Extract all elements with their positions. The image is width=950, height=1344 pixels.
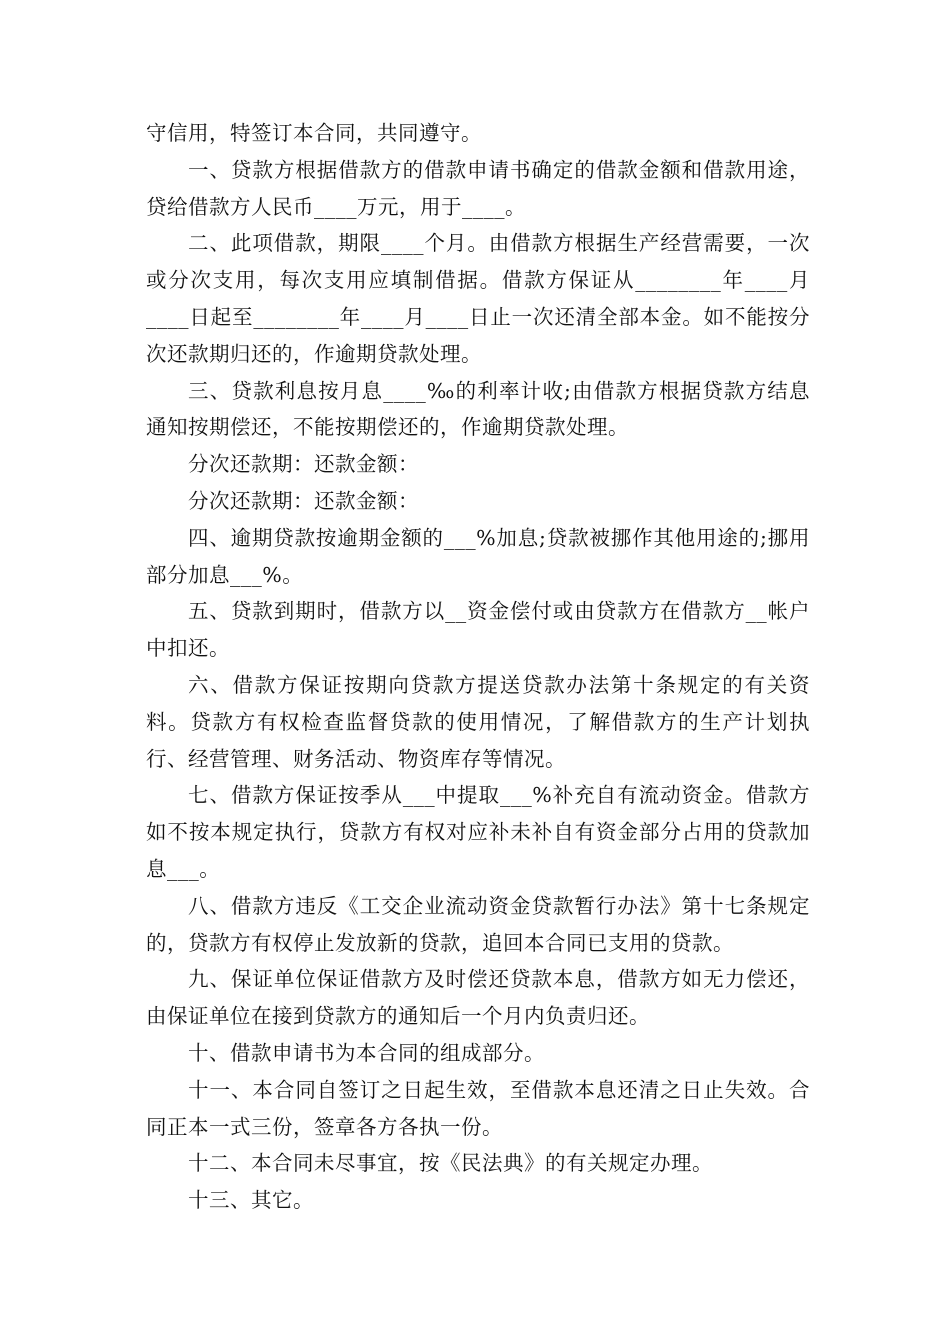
clause-1: 一、贷款方根据借款方的借款申请书确定的借款金额和借款用途，贷给借款方人民币____万元，用于____。 <box>146 157 810 219</box>
clause-13: 十三、其它。 <box>188 1188 314 1213</box>
installment-line-1: 分次还款期：还款金额： <box>188 452 419 477</box>
clause-8: 八、借款方违反《工交企业流动资金贷款暂行办法》第十七条规定的，贷款方有权停止发放新的贷款，追回本合同已支用的贷款。 <box>146 893 810 955</box>
clause-11: 十一、本合同自签订之日起生效，至借款本息还清之日止失效。合同正本一式三份，签章各方各执一份。 <box>146 1077 810 1139</box>
installment-line-2: 分次还款期：还款金额： <box>188 488 419 513</box>
clause-9: 九、保证单位保证借款方及时偿还贷款本息，借款方如无力偿还，由保证单位在接到贷款方的通知后一个月内负责归还。 <box>146 967 810 1029</box>
clause-12: 十二、本合同未尽事宜，按《民法典》的有关规定办理。 <box>188 1151 713 1176</box>
clause-4: 四、逾期贷款按逾期金额的___%加息;贷款被挪作其他用途的;挪用部分加息___%。 <box>146 525 810 587</box>
clause-10: 十、借款申请书为本合同的组成部分。 <box>188 1040 545 1065</box>
clause-6: 六、借款方保证按期向贷款方提送贷款办法第十条规定的有关资料。贷款方有权检查监督贷款的使用情况，了解借款方的生产计划执行、经营管理、财务活动、物资库存等情况。 <box>146 672 810 771</box>
clause-5: 五、贷款到期时，借款方以__资金偿付或由贷款方在借款方__帐户中扣还。 <box>146 599 810 661</box>
clause-3: 三、贷款利息按月息____‰的利率计收;由借款方根据贷款方结息通知按期偿还，不能按期偿还的，作逾期贷款处理。 <box>146 378 810 440</box>
paragraph-opening: 守信用，特签订本合同，共同遵守。 <box>146 121 482 145</box>
clause-7: 七、借款方保证按季从___中提取___%补充自有流动资金。借款方如不按本规定执行，贷款方有权对应补未补自有资金部分占用的贷款加息___。 <box>146 783 810 881</box>
document-body <box>146 115 810 1219</box>
clause-2: 二、此项借款，期限____个月。由借款方根据生产经营需要，一次或分次支用，每次支用应填制借据。借款方保证从________年____月____日起至________年____月____日止一次还清全部本金。如不能按分次还款期归还的，作逾期贷款处理。 <box>146 231 810 366</box>
